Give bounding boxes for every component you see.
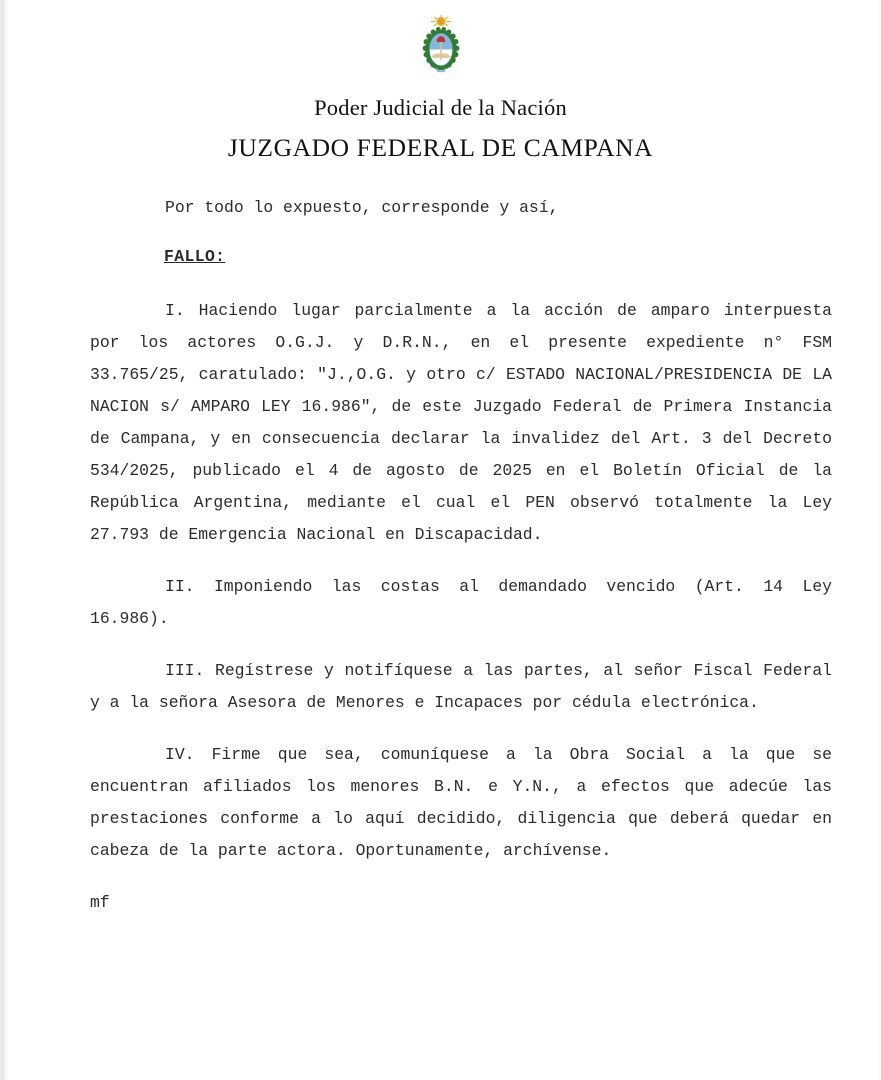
paragraph-item-3 — [90, 655, 842, 719]
paragraph-item-1-text: I. Haciendo lugar parcialmente a la acción de amparo interpuesta por los actores O.G.J. y D.R.N., en el presente expediente n° FSM 33.765/25, caratulado: "J.,O.G. y otro c/ ESTADO NACIONAL/PRESIDENCIA DE LA NACION s/ AMPARO LEY 16.986", de este Juzgado Federal de Primera Instancia de Campana, y en consecuencia declarar la invalidez del Art. 3 del Decreto 534/2025, publicado el 4 de agosto de 2025 en el Boletín Oficial de la República Argentina, mediante el cual el PEN observó totalmente la Ley 27.793 de Emergencia Nacional en Discapacidad. — [90, 300, 842, 544]
document-body — [0, 192, 881, 919]
page-title-institution: Poder Judicial de la Nación — [314, 95, 567, 120]
paragraph-fallo-heading — [90, 241, 832, 273]
crest-container — [0, 0, 881, 92]
paragraph-item-4 — [90, 739, 842, 867]
fallo-label: FALLO: — [164, 246, 226, 266]
paragraph-lead — [90, 192, 832, 224]
signature-initials: mf — [90, 892, 110, 912]
paragraph-item-3-text: III. Regístrese y notifíquese a las partes, al señor Fiscal Federal y a la señora Asesora de Menores e Incapaces por cédula electrónica. — [90, 660, 842, 712]
paragraph-lead-text: Por todo lo expuesto, corresponde y así, — [165, 197, 559, 217]
page-title-court: JUZGADO FEDERAL DE CAMPANA — [227, 132, 654, 162]
paragraph-item-2 — [90, 571, 842, 635]
paragraph-item-2-text: II. Imponiendo las costas al demandado vencido (Art. 14 Ley 16.986). — [90, 576, 842, 628]
argentina-coat-of-arms-icon — [418, 14, 464, 86]
paragraph-item-4-text: IV. Firme que sea, comuníquese a la Obra Social a la que se encuentran afiliados los menores B.N. e Y.N., a efectos que adecúe las prestaciones conforme a lo aquí decidido, diligencia que deberá quedar en cabeza de la parte actora. Oportunamente, archívense. — [90, 744, 842, 860]
paragraph-item-1 — [90, 295, 842, 551]
